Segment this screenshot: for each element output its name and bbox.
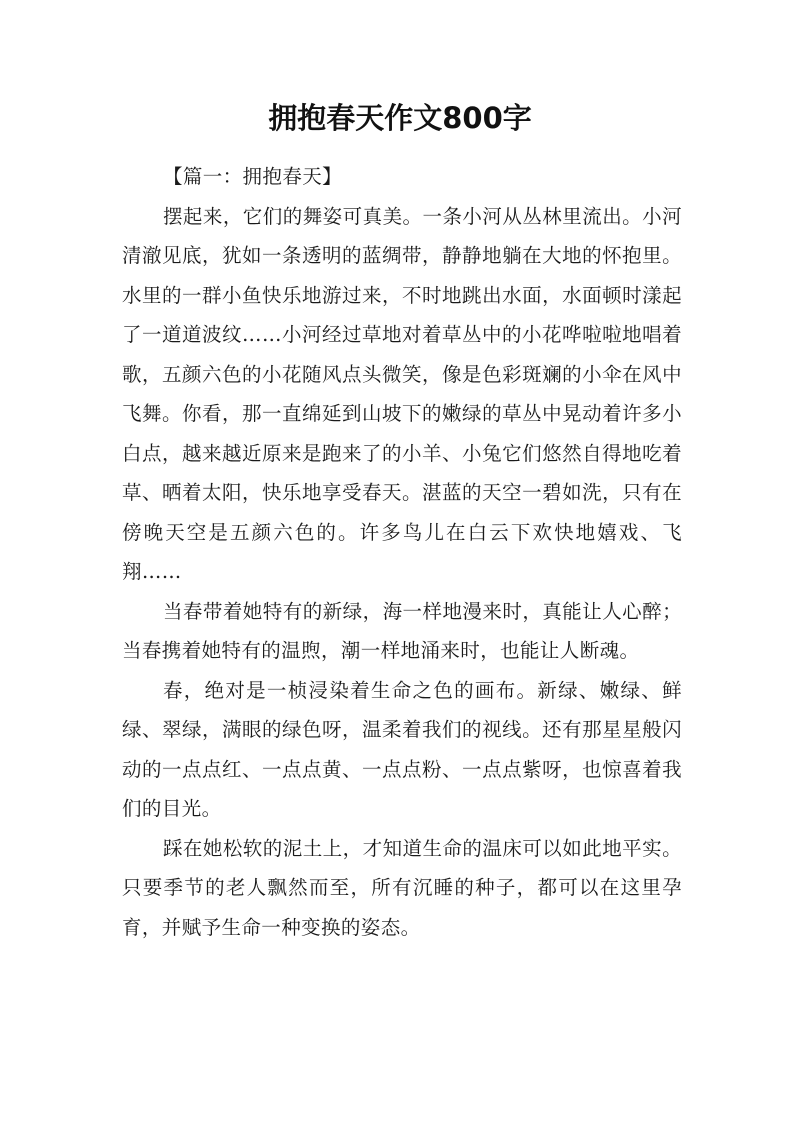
document-title: 拥抱春天作文800字: [268, 101, 532, 135]
paragraph: 春，绝对是一桢浸染着生命之色的画布。新绿、嫩绿、鲜绿、翠绿，满眼的绿色呀，温柔着我们的视线。还有那星星般闪动的一点点红、一点点黄、一点点粉、一点点紫呀，也惊喜着我们的目光。: [122, 678, 682, 820]
section-heading: 【篇一：拥抱春天】: [162, 165, 343, 188]
paragraph: 踩在她松软的泥土上，才知道生命的温床可以如此地平实。只要季节的老人飘然而至，所有沉睡的种子，都可以在这里孕育，并赋予生命一种变换的姿态。: [122, 836, 682, 939]
document-body: [122, 157, 682, 947]
paragraph: 摆起来，它们的舞姿可真美。一条小河从丛林里流出。小河清澈见底，犹如一条透明的蓝绸带，静静地躺在大地的怀抱里。水里的一群小鱼快乐地游过来，不时地跳出水面，水面顿时漾起了一道道波纹……小河经过草地对着草丛中的小花哗啦啦地唱着歌，五颜六色的小花随风点头微笑，像是色彩斑斓的小伞在风中飞舞。你看，那一直绵延到山坡下的嫩绿的草丛中晃动着许多小白点，越来越近原来是跑来了的小羊、小兔它们悠然自得地吃着草、晒着太阳，快乐地享受春天。湛蓝的天空一碧如洗，只有在傍晚天空是五颜六色的。许多鸟儿在白云下欢快地嬉戏、飞翔……: [122, 204, 682, 583]
paragraph: 当春带着她特有的新绿，海一样地漫来时，真能让人心醉；当春携着她特有的温煦，潮一样地涌来时，也能让人断魂。: [122, 599, 682, 662]
